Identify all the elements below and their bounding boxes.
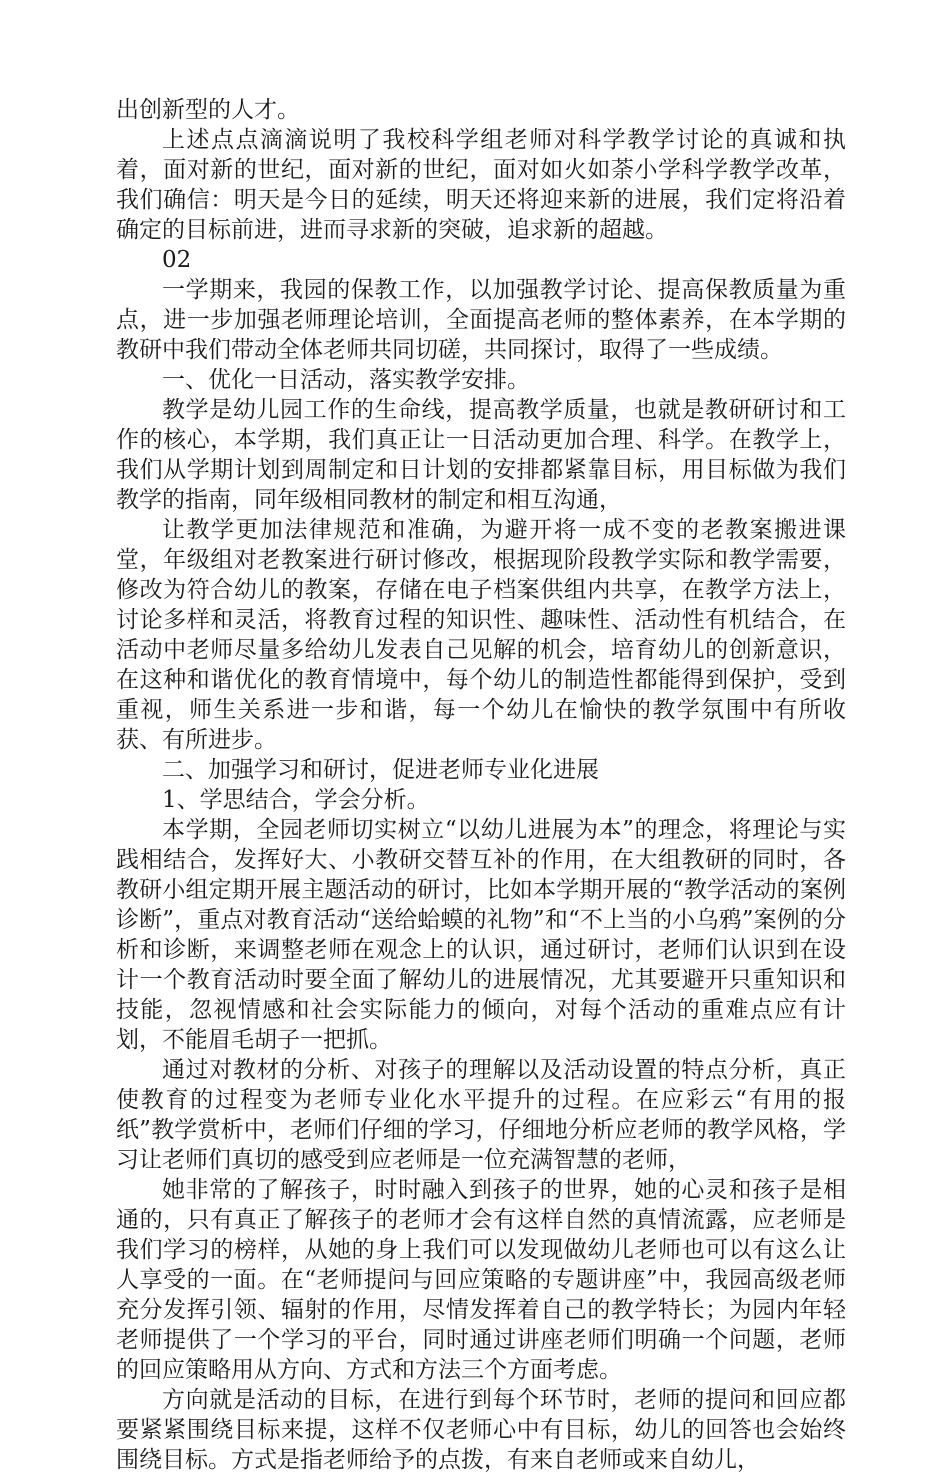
document-body — [116, 95, 846, 1475]
paragraph: 教学是幼儿园工作的生命线，提高教学质量，也就是教研研讨和工作的核心，本学期，我们真正让一日活动更加合理、科学。在教学上，我们从学期计划到周制定和日计划的安排都紧靠目标，用目标做为我们教学的指南，同年级相同教材的制定和相互沟通， — [116, 397, 846, 513]
paragraph: 出创新型的人才。 — [116, 97, 300, 123]
section-number: 02 — [162, 247, 192, 273]
section-heading: 二、加强学习和研讨，促进老师专业化进展 — [162, 757, 599, 783]
paragraph: 一学期来，我园的保教工作，以加强教学讨论、提高保教质量为重点，进一步加强老师理论培训，全面提高老师的整体素养，在本学期的教研中我们带动全体老师共同切磋，共同探讨，取得了一些成绩。 — [116, 277, 846, 363]
paragraph: 通过对教材的分析、对孩子的理解以及活动设置的特点分析，真正使教育的过程变为老师专业化水平提升的过程。在应彩云“有用的报纸”教学赏析中，老师们仔细的学习，仔细地分析应老师的教学风格，学习让老师们真切的感受到应老师是一位充满智慧的老师， — [116, 1057, 846, 1173]
paragraph: 让教学更加法律规范和准确，为避开将一成不变的老教案搬进课堂，年级组对老教案进行研讨修改，根据现阶段教学实际和教学需要，修改为符合幼儿的教案，存储在电子档案供组内共享，在教学方法上，讨论多样和灵活，将教育过程的知识性、趣味性、活动性有机结合，在活动中老师尽量多给幼儿发表自己见解的机会，培育幼儿的创新意识，在这种和谐优化的教育情境中，每个幼儿的制造性都能得到保护，受到重视，师生关系进一步和谐，每一个幼儿在愉快的教学氛围中有所收获、有所进步。 — [116, 517, 846, 753]
paragraph: 本学期，全园老师切实树立“以幼儿进展为本”的理念，将理论与实践相结合，发挥好大、小教研交替互补的作用，在大组教研的同时，各教研小组定期开展主题活动的研讨，比如本学期开展的“教学活动的案例诊断”，重点对教育活动“送给蛤蟆的礼物”和“不上当的小乌鸦”案例的分析和诊断，来调整老师在观念上的认识，通过研讨，老师们认识到在设计一个教育活动时要全面了解幼儿的进展情况，尤其要避开只重知识和技能，忽视情感和社会实际能力的倾向，对每个活动的重难点应有计划，不能眉毛胡子一把抓。 — [116, 817, 846, 1053]
paragraph: 她非常的了解孩子，时时融入到孩子的世界，她的心灵和孩子是相通的，只有真正了解孩子的老师才会有这样自然的真情流露，应老师是我们学习的榜样，从她的身上我们可以发现做幼儿老师也可以有这么让人享受的一面。在“老师提问与回应策略的专题讲座”中，我园高级老师充分发挥引领、辐射的作用，尽情发挥着自己的教学特长；为园内年轻老师提供了一个学习的平台，同时通过讲座老师们明确一个问题，老师的回应策略用从方向、方式和方法三个方面考虑。 — [116, 1177, 846, 1383]
paragraph: 方向就是活动的目标，在进行到每个环节时，老师的提问和回应都要紧紧围绕目标来提，这样不仅老师心中有目标，幼儿的回答也会始终围绕目标。方式是指老师给予的点拨，有来自老师或来自幼儿， — [116, 1387, 846, 1473]
section-heading: 一、优化一日活动，落实教学安排。 — [162, 367, 530, 393]
paragraph: 上述点点滴滴说明了我校科学组老师对科学教学讨论的真诚和执着，面对新的世纪，面对新的世纪，面对如火如荼小学科学教学改革，我们确信：明天是今日的延续，明天还将迎来新的进展，我们定将沿着确定的目标前进，进而寻求新的突破，追求新的超越。 — [116, 127, 846, 243]
subsection-heading: 1、学思结合，学会分析。 — [162, 787, 430, 813]
